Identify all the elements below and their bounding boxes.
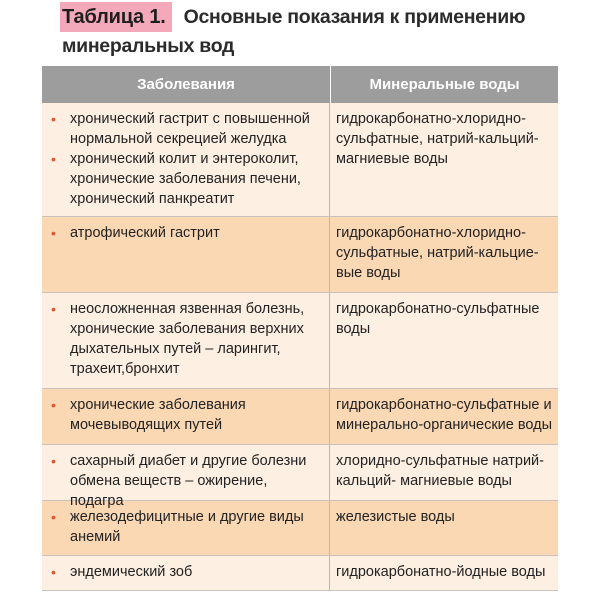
table-row bbox=[42, 501, 558, 556]
waters-cell: гидрокарбонатно-сульфатные воды bbox=[336, 301, 540, 337]
diseases-cell bbox=[42, 501, 330, 555]
table-row bbox=[42, 293, 558, 389]
bullet-icon: • bbox=[51, 564, 56, 580]
disease-item bbox=[51, 223, 323, 243]
table-number-label: Таблица 1. bbox=[60, 2, 172, 32]
caption-line-1 bbox=[60, 2, 590, 32]
disease-text: атрофический гастрит bbox=[70, 225, 220, 241]
diseases-cell bbox=[42, 293, 330, 388]
disease-text: сахарный диабет и другие болезни обмена веществ – ожирение, подагра bbox=[70, 453, 307, 509]
disease-item bbox=[51, 507, 323, 547]
disease-text: эндемический зоб bbox=[70, 564, 193, 580]
table-title-part-2: минеральных вод bbox=[62, 35, 235, 57]
disease-text: хронический гастрит с повышенной нормальной секрецией желудка bbox=[70, 111, 310, 147]
bullet-icon: • bbox=[51, 301, 56, 317]
table-row bbox=[42, 217, 558, 293]
bullet-icon: • bbox=[51, 509, 56, 525]
disease-text: неосложненная язвенная болезнь, хронические заболевания верхних дыхательных путей – ларингит, трахеит,бронхит bbox=[70, 301, 305, 377]
diseases-cell bbox=[42, 445, 330, 509]
waters-cell: гидрокарбонатно-сульфатные и минерально-органические воды bbox=[336, 397, 553, 433]
disease-text: хронические заболевания мочевыводящих путей bbox=[70, 397, 246, 433]
waters-cell: хлоридно-сульфатные натрий-кальций- магниевые воды bbox=[336, 453, 544, 489]
table-title-part-1: Основные показания к применению bbox=[183, 5, 526, 28]
bullet-icon: • bbox=[51, 397, 56, 413]
header-diseases: Заболевания bbox=[42, 66, 331, 103]
table-row bbox=[42, 445, 558, 509]
bullet-icon: • bbox=[51, 111, 56, 127]
table-row bbox=[42, 556, 558, 591]
disease-item bbox=[51, 149, 323, 209]
header-mineral-waters: Минеральные воды bbox=[369, 76, 520, 93]
bullet-icon: • bbox=[51, 225, 56, 241]
waters-cell: железистые воды bbox=[336, 509, 455, 525]
table-row bbox=[42, 389, 558, 445]
disease-item bbox=[51, 395, 323, 435]
disease-item bbox=[51, 299, 323, 379]
diseases-cell bbox=[42, 103, 330, 216]
bullet-icon: • bbox=[51, 453, 56, 469]
diseases-cell bbox=[42, 556, 330, 590]
table-row bbox=[42, 103, 558, 217]
indications-table bbox=[42, 66, 558, 591]
disease-text: железодефицитные и другие виды анемий bbox=[70, 509, 304, 545]
disease-text: хронический колит и энтероколит, хронические заболевания печени, хронический панкреатит bbox=[70, 151, 301, 207]
bullet-icon: • bbox=[51, 151, 56, 167]
disease-item bbox=[51, 109, 323, 149]
diseases-cell bbox=[42, 217, 330, 292]
waters-cell: гидрокарбонатно-хлоридно-сульфатные, натрий-кальцие-вые воды bbox=[336, 225, 539, 281]
diseases-cell bbox=[42, 389, 330, 444]
waters-cell: гидрокарбонатно-йодные воды bbox=[336, 564, 546, 580]
waters-cell: гидрокарбонатно-хлоридно-сульфатные, натрий-кальций-магниевые воды bbox=[336, 111, 539, 167]
disease-item bbox=[51, 562, 323, 582]
table-caption bbox=[60, 2, 590, 59]
table-header bbox=[42, 66, 558, 103]
